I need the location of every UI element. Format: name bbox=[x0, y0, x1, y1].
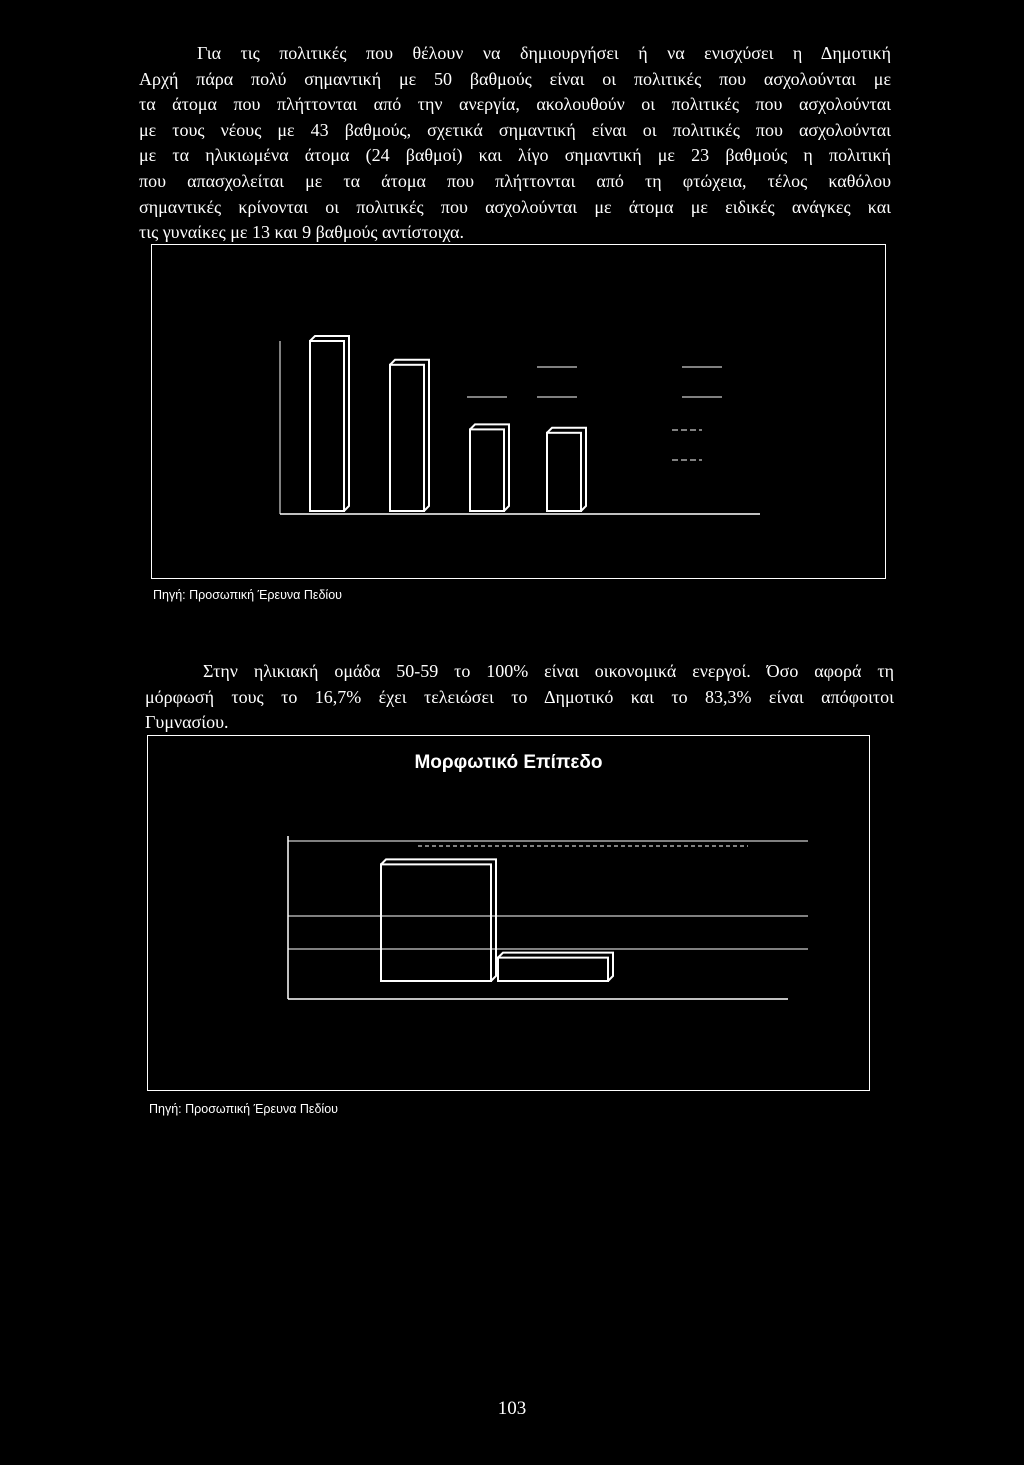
paragraph-line: Αρχή πάρα πολύ σημαντική με 50 βαθμούς είναι οι πολιτικές που ασχολούνται με bbox=[139, 68, 891, 89]
chart-bar bbox=[381, 864, 491, 981]
paragraph-line: Στην ηλικιακή ομάδα 50-59 το 100% είναι οικονομικά ενεργοί. Όσο αφορά τη bbox=[203, 661, 894, 681]
paragraph-line: τις γυναίκες με 13 και 9 βαθμούς αντίστοιχα. bbox=[139, 222, 464, 243]
paragraph-age-group bbox=[145, 659, 894, 736]
chart-bar bbox=[547, 433, 581, 511]
chart-bar bbox=[498, 958, 608, 981]
paragraph-line: μόρφωσή τους το 16,7% έχει τελειώσει το Δημοτικό και το 83,3% είναι απόφοιτοι bbox=[145, 686, 894, 707]
chart-source-note: Πηγή: Προσωπική Έρευνα Πεδίου bbox=[149, 1102, 338, 1116]
paragraph-line: με τα ηλικιωμένα άτομα (24 βαθμοί) και λίγο σημαντική με 23 βαθμούς η πολιτική bbox=[139, 145, 891, 166]
paragraph-line: Για τις πολιτικές που θέλουν να δημιουργήσει ή να ενισχύσει η Δημοτική bbox=[197, 43, 891, 63]
chart-policy-importance-svg bbox=[152, 245, 887, 580]
chart-education-level bbox=[147, 735, 870, 1091]
chart-bar bbox=[470, 429, 504, 511]
chart-bar-depth bbox=[381, 859, 496, 981]
paragraph-line: με τους νέους με 43 βαθμούς, σχετικά σημαντική είναι οι πολιτικές που ασχολούνται bbox=[139, 119, 891, 140]
chart-policy-importance bbox=[151, 244, 886, 579]
chart-title: Μορφωτικό Επίπεδο bbox=[414, 752, 603, 773]
page-number: 103 bbox=[497, 1398, 527, 1419]
chart-bar bbox=[310, 341, 344, 511]
paragraph-line: σημαντικές κρίνονται οι πολιτικές που ασχολούνται με άτομα με ειδικές ανάγκες και bbox=[139, 196, 891, 217]
paragraph-line: τα άτομα που πλήττονται από την ανεργία, ακολουθούν οι πολιτικές που ασχολούνται bbox=[139, 94, 891, 115]
chart-bar bbox=[390, 365, 424, 511]
paragraph-line: που απασχολείται με τα άτομα που πλήττονται από τη φτώχεια, τέλος καθόλου bbox=[139, 170, 891, 191]
chart-education-level-svg bbox=[148, 736, 871, 1092]
chart-source-note: Πηγή: Προσωπική Έρευνα Πεδίου bbox=[153, 588, 342, 602]
paragraph-policies bbox=[139, 41, 891, 246]
paragraph-line: Γυμνασίου. bbox=[145, 712, 229, 733]
